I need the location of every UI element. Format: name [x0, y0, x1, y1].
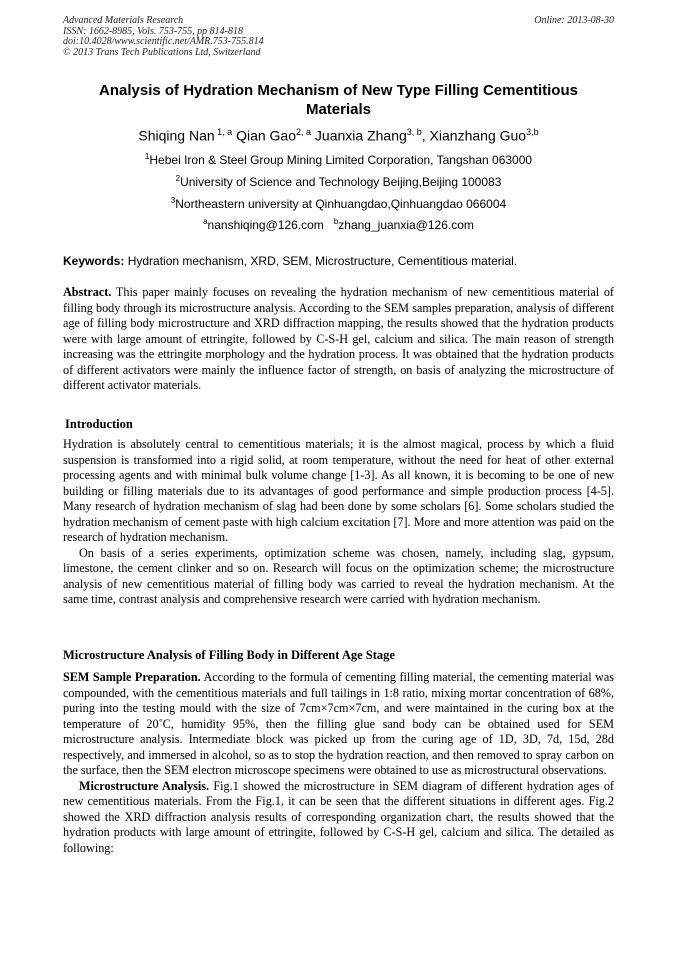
email-mark: b [333, 217, 339, 226]
author-name: Juanxia Zhang [311, 127, 407, 144]
author-affiliation-mark: 1, a [214, 127, 233, 137]
sem-label: SEM Sample Preparation. [63, 670, 201, 684]
section-heading-microstructure: Microstructure Analysis of Filling Body in Different Age Stage [63, 648, 395, 662]
title-line-1: Analysis of Hydration Mechanism of New Type Filling Cementitious [99, 82, 578, 99]
author-list [63, 123, 614, 145]
affiliation-mark: 2 [175, 174, 181, 183]
ma-label: Microstructure Analysis. [79, 778, 210, 793]
author-affiliation-mark: 3, b [406, 127, 422, 137]
sem-text: According to the formula of cementing filling material, the cementing material was compounded, with the cementitious materials and full tailings in 1:8 ratio, mixing mortar concentration of 68%, puring into the testing mould with the size of 7cm×7cm×7cm, and were maintained in the curing box at the temperature of 20˚C, humidity 95%, then the filling glue sand body can be obtained used for SEM microstructure analysis. Intermediate block was picked up from the curing age of 1D, 3D, 7d, 15d, 28d respectively, and immersed in alcohol, so as to stop the hydration reaction, and then removed to spray carbon on the surface, then the SEM electron microscope specimens were obtained to use as microstructural observations. [63, 670, 614, 777]
paragraph [63, 779, 614, 857]
online-date: Online: 2013-08-30 [534, 15, 614, 26]
copyright-line: © 2013 Trans Tech Publications Ltd, Switzerland [63, 46, 261, 58]
affiliation-mark: 1 [144, 152, 150, 161]
introduction-body [63, 437, 614, 608]
author-affiliation-mark: 3,b [526, 127, 539, 137]
journal-name: Advanced Materials Research [63, 15, 184, 26]
section-heading-introduction: Introduction [65, 417, 133, 431]
journal-header [63, 16, 264, 58]
keywords-label: Keywords: [63, 254, 125, 268]
email-line [63, 215, 614, 232]
email-address: zhang_juanxia@126.com [338, 218, 474, 232]
abstract-label: Abstract. [63, 285, 112, 299]
title-line-2: Materials [305, 101, 372, 118]
issn-line: ISSN: 1662-8985, Vols. 753-755, pp 814-818 [63, 25, 243, 37]
abstract [63, 285, 614, 394]
ma-text: Fig.1 showed the microstructure in SEM diagram of different hydration ages of new cementitious materials. From the Fig.1, it can be seen that the different situations in different ages. Fig.2 showed the XRD diffraction analysis results of corresponding organization chart, the results showed that the hydration products with large amount of ettringite, followed by C-S-H gel, calcium and silica. The detailed as following: [63, 778, 614, 855]
paper-title [63, 81, 614, 119]
affiliation [63, 150, 614, 167]
paragraph: Hydration is absolutely central to cementitious materials; it is the almost magical, process by which a fluid suspension is transformed into a rigid solid, at room temperature, without the need for heat of other external processing agents and with minimal bulk volume change [1-3]. As all known, it is becoming to be one of new building or filling materials due to its advantages of good performance and simple production process [4-5]. Many research of hydration mechanism of slag had been done by some scholars [6]. Some scholars studied the hydration mechanism of cement paste with high calcium excitation [7]. More and more attention was paid on the research of hydration mechanism. [63, 437, 614, 544]
keywords-text: Hydration mechanism, XRD, SEM, Microstructure, Cementitious material. [124, 254, 518, 268]
author-name: Qian Gao [232, 127, 297, 144]
email-mark: a [203, 217, 208, 226]
affiliation-text: University of Science and Technology Beijing,Beijing 100083 [180, 175, 502, 189]
keywords [63, 254, 614, 269]
microstructure-body [63, 670, 614, 856]
author-name: Shiqing Nan [138, 127, 215, 144]
doi-line: doi:10.4028/www.scientific.net/AMR.753-755.814 [63, 36, 264, 47]
abstract-text: This paper mainly focuses on revealing the hydration mechanism of new cementitious material of filling body through its microstructure analysis. According to the SEM samples preparation, analysis of different age of filling body microstructure and XRD diffraction mapping, the results showed that the hydration products were with large amount of ettringite, followed by C-S-H gel, calcium and silica. The main reason of strength increasing was the ettringite morphology and the hydration process. It was obtained that the hydration products of different activators were mainly the influence factor of strength, on basis of analyzing the microstructure of different activator materials. [63, 285, 614, 392]
affiliation-text: Hebei Iron & Steel Group Mining Limited Corporation, Tangshan 063000 [149, 153, 533, 167]
affiliation [63, 172, 614, 189]
paragraph: On basis of a series experiments, optimization scheme was chosen, namely, including slag, gypsum, limestone, the cement clinker and so on. Research will focus on the optimization scheme; the microstructure analysis of new cementitious material of filling body was carried to reveal the hydration mechanism. At the same time, contrast analysis and comprehensive research were carried with hydration mechanism. [63, 545, 614, 606]
email-address: nanshiqing@126.com [207, 218, 324, 232]
affiliation [63, 194, 614, 211]
paragraph [63, 670, 614, 779]
affiliation-text: Northeastern university at Qinhuangdao,Qinhuangdao 066004 [175, 197, 507, 211]
affiliation-mark: 3 [170, 196, 176, 205]
author-affiliation-mark: 2, a [296, 127, 312, 137]
author-name: , Xianzhang Guo [421, 127, 527, 144]
